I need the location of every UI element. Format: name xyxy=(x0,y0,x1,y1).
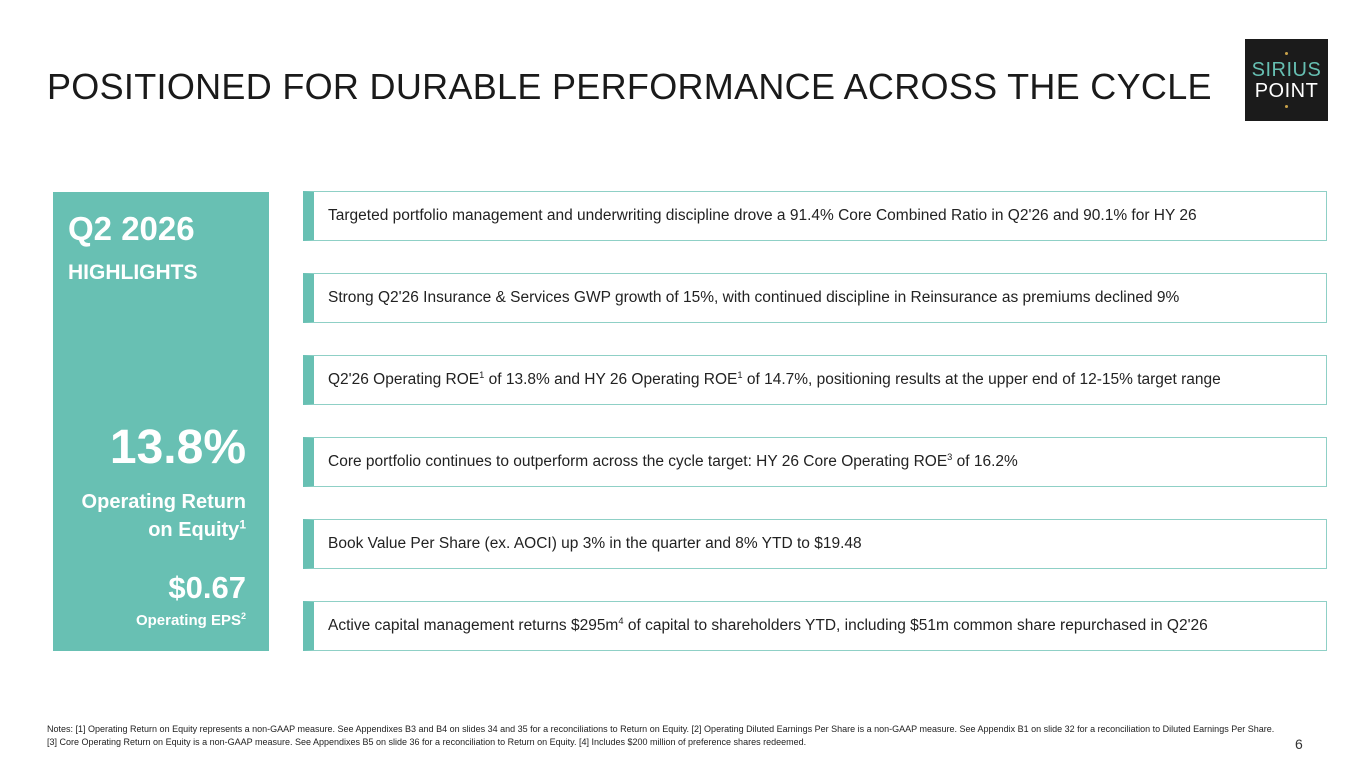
highlight-text-part: of 13.8% and HY 26 Operating ROE xyxy=(484,371,738,388)
footnotes: Notes: [1] Operating Return on Equity represents a non-GAAP measure. See Appendixes B3 and B4 on slides 34 and 35 for a reconciliations to Return on Equity. [2] Operating Diluted Earnings Per Share is a non-GAAP measure. See Appendix B1 on slide 32 for a reconciliation to Diluted Earnings Per Share. [3] Core Operating Return on Equity is a non-GAAP measure. See Appendixes B5 on slide 36 for a reconciliation to Return on Equity. [4] Includes $200 million of preference shares redeemed. xyxy=(47,724,1275,747)
highlight-text-part: of 14.7%, positioning results at the upper end of 12-15% target range xyxy=(742,371,1221,388)
highlights-sidebar xyxy=(53,192,269,651)
highlight-text-part: Core portfolio continues to outperform across the cycle target: HY 26 Core Operating ROE xyxy=(328,453,948,470)
highlight-text-part: Active capital management returns $295m xyxy=(328,617,619,634)
logo-line-2: POINT xyxy=(1254,80,1319,102)
logo-line-1: SIRIUS xyxy=(1251,59,1322,81)
highlight-text-part: Q2'26 Operating ROE xyxy=(328,371,480,388)
highlight-text: Book Value Per Share (ex. AOCI) up 3% in the quarter and 8% YTD to $19.48 xyxy=(328,535,862,552)
sidebar-heading: HIGHLIGHTS xyxy=(68,261,198,284)
highlight-item-5 xyxy=(303,519,1327,569)
highlight-text xyxy=(328,356,1221,404)
highlight-item-2 xyxy=(303,273,1327,323)
operating-eps-label-text: Operating EPS xyxy=(135,612,241,629)
sidebar-quarter: Q2 2026 xyxy=(68,210,195,247)
highlight-text: Targeted portfolio management and underwriting discipline drove a 91.4% Core Combined Ratio in Q2'26 and 90.1% for HY 26 xyxy=(328,207,1197,224)
footnote-ref: 1 xyxy=(737,369,743,380)
highlight-text xyxy=(328,438,1018,486)
logo-dot-bottom xyxy=(1285,105,1288,108)
highlight-item-3 xyxy=(303,355,1327,405)
operating-eps-label xyxy=(136,612,246,629)
footnote-ref: 2 xyxy=(240,611,246,621)
footnote-ref: 1 xyxy=(479,369,485,380)
operating-roe-value: 13.8% xyxy=(109,421,246,474)
logo-dot-top xyxy=(1285,52,1288,55)
footnote-ref: 3 xyxy=(947,451,953,462)
operating-eps-value: $0.67 xyxy=(168,570,246,605)
sirius-point-logo xyxy=(1245,39,1328,121)
highlight-text-part: of 16.2% xyxy=(952,453,1018,470)
footnote-ref: 4 xyxy=(618,615,624,626)
page-number: 6 xyxy=(1295,736,1303,752)
operating-roe-label xyxy=(56,488,246,544)
highlight-text xyxy=(328,602,1208,650)
highlight-text-part: of capital to shareholders YTD, including $51m common share repurchased in Q2'26 xyxy=(623,617,1208,634)
highlight-text: Strong Q2'26 Insurance & Services GWP growth of 15%, with continued discipline in Reinsurance as premiums declined 9% xyxy=(328,289,1180,306)
highlight-item-1 xyxy=(303,191,1327,241)
slide-title: POSITIONED FOR DURABLE PERFORMANCE ACROSS THE CYCLE xyxy=(47,66,1212,107)
footnote-ref: 1 xyxy=(239,517,246,532)
operating-roe-label-line1: Operating Return xyxy=(81,491,246,513)
highlight-item-6 xyxy=(303,601,1327,651)
highlight-item-4 xyxy=(303,437,1327,487)
operating-roe-label-line2: on Equity xyxy=(148,519,240,541)
